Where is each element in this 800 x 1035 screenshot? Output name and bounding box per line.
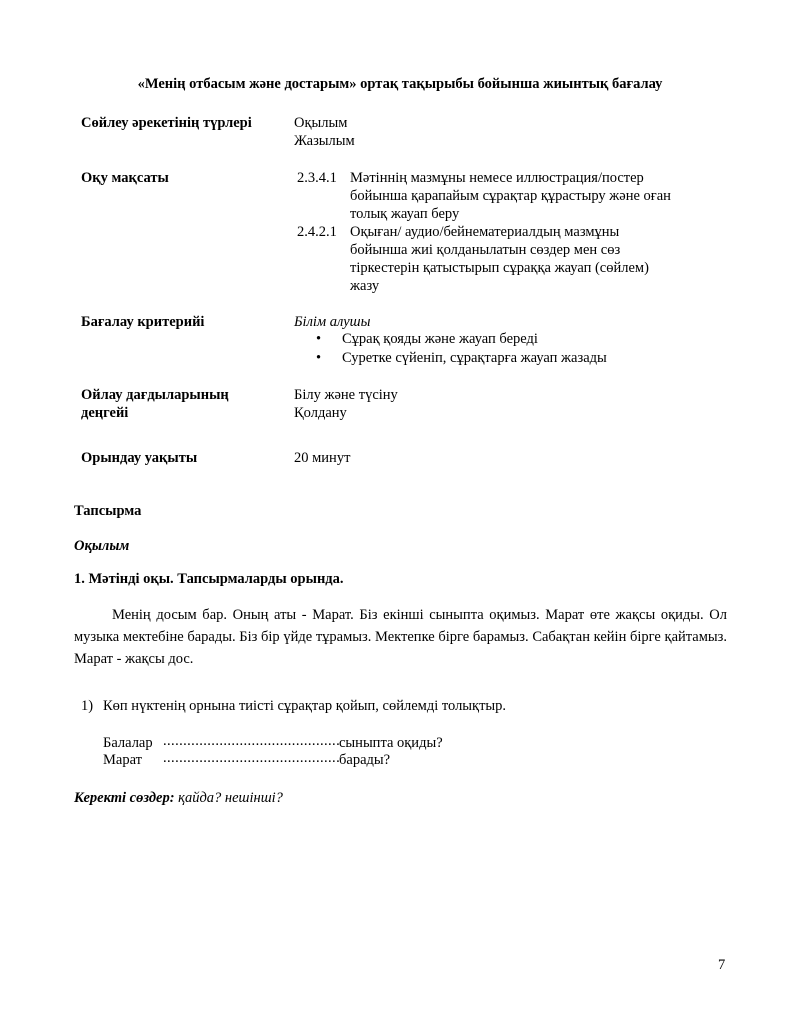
objective-line: Мәтіннің мазмұны немесе иллюстрация/постер <box>350 170 644 186</box>
fill-line-start: Марат <box>103 752 142 768</box>
needed-words <box>74 790 283 807</box>
fill-blank: ............................................ <box>163 733 341 749</box>
task1-heading: 1. Мәтінді оқы. Тапсырмаларды орында. <box>74 571 344 587</box>
time-value: 20 минут <box>294 450 351 466</box>
subtask-instruction: Көп нүктенің орнына тиісті сұрақтар қойып, сөйлемді толықтыр. <box>103 698 507 714</box>
criteria-bullet: Сұрақ қояды және жауап береді <box>342 331 538 347</box>
bullet-icon: • <box>316 350 322 366</box>
time-label: Орындау уақыты <box>81 450 198 466</box>
page-title: «Менің отбасым және достарым» ортақ тақырыбы бойынша жиынтық бағалау <box>137 76 663 92</box>
page-number: 7 <box>718 957 726 973</box>
objective-line: бойынша қарапайым сұрақтар құрастыру және оған <box>350 188 671 204</box>
fill-blank: ............................................ <box>163 750 341 766</box>
bullet-icon: • <box>316 331 322 347</box>
objective-text <box>350 223 710 295</box>
reading-text <box>74 604 727 670</box>
objective-line: жазу <box>350 278 380 294</box>
needed-words-label: Керекті сөздер: <box>74 790 175 806</box>
objective-line: бойынша жиі қолданылатын сөздер мен сөз <box>350 242 621 258</box>
thinking-label: деңгейі <box>81 405 129 421</box>
thinking-value: Білу және түсіну <box>294 387 398 403</box>
objective-code: 2.3.4.1 <box>297 170 337 186</box>
objectives-label: Оқу мақсаты <box>81 170 169 186</box>
thinking-label: Ойлау дағдыларының <box>81 387 229 403</box>
objective-line: толық жауап беру <box>350 206 460 222</box>
objective-code: 2.4.2.1 <box>297 224 337 240</box>
reading-paragraph: Менің досым бар. Оның аты - Марат. Біз екінші сыныпта оқимыз. Марат өте жақсы оқиды. Ол музыка мектебіне барады. Біз бір үйде тұрамыз. Мектепке бірге барамыз. Сабақтан кейін бірге қайтамыз. Марат - жақсы дос. <box>74 607 727 667</box>
speech-type-value: Жазылым <box>294 133 355 149</box>
fill-line-start: Балалар <box>103 735 153 751</box>
fill-line-end: сыныпта оқиды? <box>339 735 443 751</box>
objective-line: тіркестерін қатыстырып сұраққа жауап (сөйлем) <box>350 260 649 276</box>
criteria-label: Бағалау критерийі <box>81 314 205 330</box>
speech-type-value: Оқылым <box>294 115 348 131</box>
subtask-number: 1) <box>81 698 94 714</box>
needed-words-list: қайда? нешінші? <box>178 790 283 806</box>
objective-text <box>350 169 710 223</box>
reading-heading: Оқылым <box>74 538 130 554</box>
task-heading: Тапсырма <box>74 503 142 519</box>
objective-line: Оқыған/ аудио/бейнематериалдың мазмұны <box>350 224 620 240</box>
fill-line-end: барады? <box>339 752 391 768</box>
criteria-intro: Білім алушы <box>294 314 371 330</box>
criteria-bullet: Суретке сүйеніп, сұрақтарға жауап жазады <box>342 350 607 366</box>
thinking-value: Қолдану <box>294 405 347 421</box>
speech-types-label: Сөйлеу әрекетінің түрлері <box>81 115 252 131</box>
